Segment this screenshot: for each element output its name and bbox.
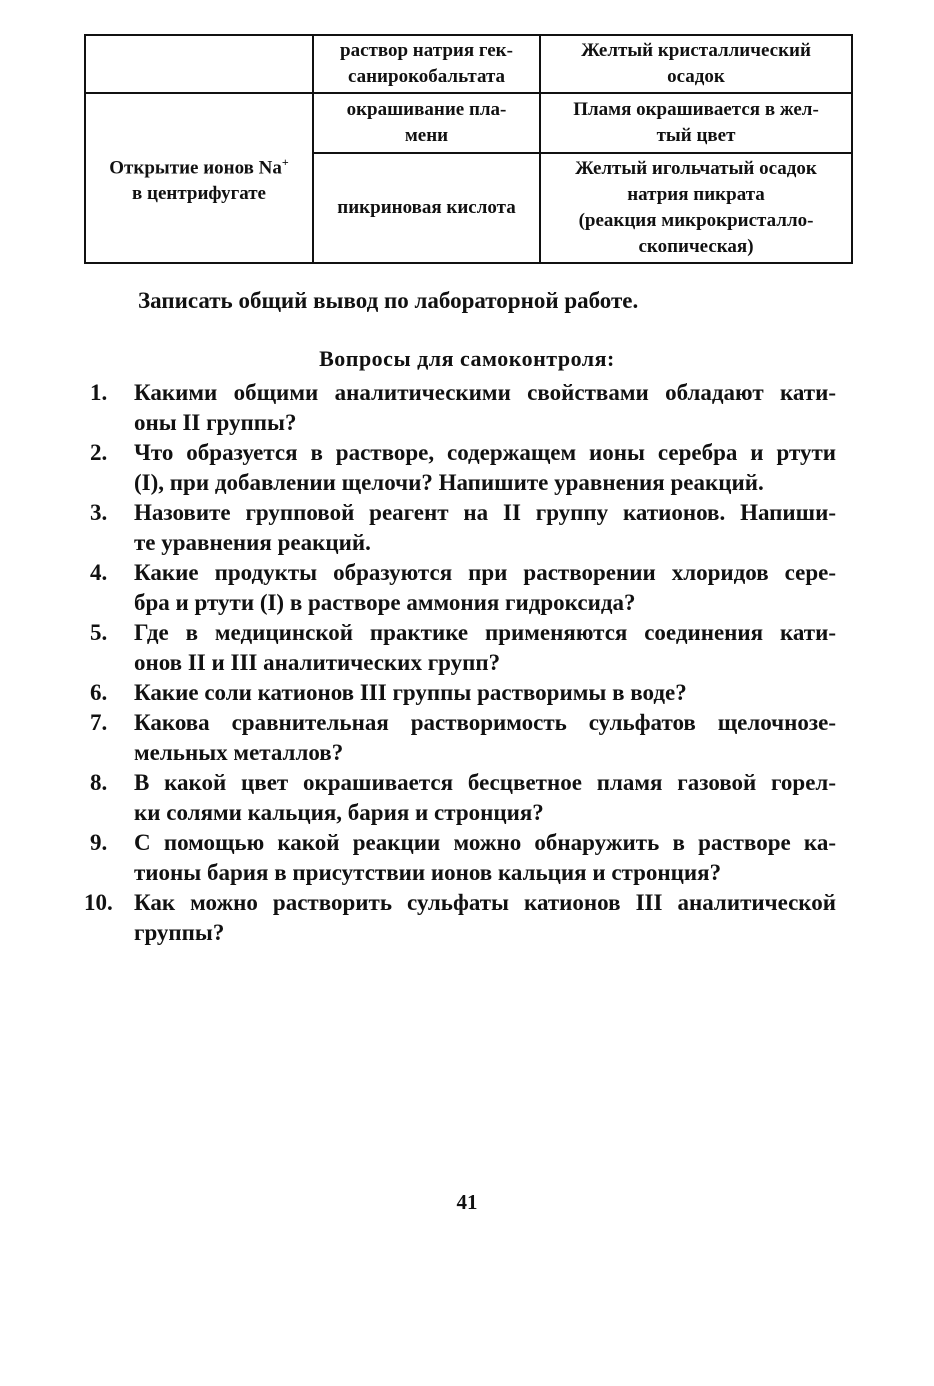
cell-text bbox=[94, 149, 304, 181]
reactions-table bbox=[84, 34, 853, 264]
cell-text: тый цвет bbox=[656, 125, 736, 146]
item-text-line: мельных металлов? bbox=[134, 740, 344, 765]
item-number: 4. bbox=[90, 560, 108, 585]
cell-text: раствор натрия гек- bbox=[340, 40, 513, 61]
item-text-line: тионы бария в присутствии ионов кальция и стронция? bbox=[134, 860, 722, 885]
table-cell bbox=[540, 153, 852, 263]
table-row bbox=[85, 93, 852, 153]
item-text-line: Что образуется в растворе, содержащем ионы серебра и ртути bbox=[134, 440, 836, 465]
list-item bbox=[84, 768, 836, 828]
item-text-line: те уравнения реакций. bbox=[134, 530, 371, 555]
item-text-line: бра и ртути (I) в растворе аммония гидроксида? bbox=[134, 590, 636, 615]
superscript: + bbox=[281, 154, 289, 169]
item-text-line: Как можно растворить сульфаты катионов III аналитической bbox=[134, 890, 836, 915]
cell-text: Желтый кристаллический bbox=[581, 40, 811, 61]
item-text-line: Какие соли катионов III группы растворимы в воде? bbox=[134, 680, 687, 705]
item-text-line: группы? bbox=[134, 920, 225, 945]
cell-text: Пламя окрашивается в жел- bbox=[573, 99, 819, 120]
questions-list bbox=[84, 378, 836, 948]
item-text-line: Где в медицинской практике применяются соединения кати- bbox=[134, 620, 836, 645]
list-item bbox=[84, 618, 836, 678]
cell-text-part: Открытие ионов Na bbox=[109, 157, 282, 179]
list-item bbox=[84, 828, 836, 888]
cell-text: в центрифугате bbox=[132, 183, 266, 205]
item-number: 2. bbox=[90, 440, 108, 465]
item-text-line: Какова сравнительная растворимость сульфатов щелочнозе- bbox=[134, 710, 836, 735]
item-text-line: С помощью какой реакции можно обнаружить в растворе ка- bbox=[134, 830, 836, 855]
cell-text: скопическая) bbox=[638, 236, 754, 257]
item-number: 8. bbox=[90, 770, 108, 795]
table-cell bbox=[313, 153, 540, 263]
item-number: 1. bbox=[90, 380, 108, 405]
list-item bbox=[84, 558, 836, 618]
cell-text: (реакция микрокристалло- bbox=[578, 210, 814, 231]
page-number: 41 bbox=[456, 1190, 478, 1214]
cell-text: пикриновая кислота bbox=[337, 197, 516, 218]
item-text-line: Назовите групповой реагент на II группу катионов. Напиши- bbox=[134, 500, 836, 525]
list-item bbox=[84, 498, 836, 558]
item-number: 5. bbox=[90, 620, 108, 645]
cell-text: натрия пикрата bbox=[627, 184, 765, 205]
item-number: 3. bbox=[90, 500, 108, 525]
conclusion-text: Записать общий вывод по лабораторной работе. bbox=[138, 288, 639, 313]
item-text-line: онов II и III аналитических групп? bbox=[134, 650, 501, 675]
item-text-line: Какими общими аналитическими свойствами обладают кати- bbox=[134, 380, 836, 405]
list-item bbox=[84, 438, 836, 498]
item-number: 10. bbox=[84, 890, 113, 915]
table-cell bbox=[313, 93, 540, 153]
table-cell-merged bbox=[85, 93, 313, 263]
item-text-line: (I), при добавлении щелочи? Напишите уравнения реакций. bbox=[134, 470, 764, 495]
table-cell bbox=[85, 35, 313, 93]
table-cell bbox=[540, 35, 852, 93]
item-number: 6. bbox=[90, 680, 108, 705]
item-number: 7. bbox=[90, 710, 108, 735]
list-item bbox=[84, 378, 836, 438]
table-row bbox=[85, 35, 852, 93]
item-text-line: оны II группы? bbox=[134, 410, 297, 435]
cell-text: осадок bbox=[667, 66, 725, 87]
list-item bbox=[84, 888, 836, 948]
cell-text: Желтый игольчатый осадок bbox=[575, 158, 817, 179]
item-text-line: ки солями кальция, бария и стронция? bbox=[134, 800, 544, 825]
table-cell bbox=[313, 35, 540, 93]
list-item bbox=[84, 678, 836, 708]
item-text-line: В какой цвет окрашивается бесцветное пламя газовой горел- bbox=[134, 770, 836, 795]
cell-text: санирокобальтата bbox=[347, 66, 506, 87]
table-cell bbox=[540, 93, 852, 153]
item-number: 9. bbox=[90, 830, 108, 855]
list-item bbox=[84, 708, 836, 768]
item-text-line: Какие продукты образуются при растворении хлоридов сере- bbox=[134, 560, 836, 585]
questions-heading: Вопросы для самоконтроля: bbox=[319, 346, 615, 371]
cell-text: мени bbox=[404, 125, 449, 146]
cell-text: окрашивание пла- bbox=[346, 99, 507, 120]
